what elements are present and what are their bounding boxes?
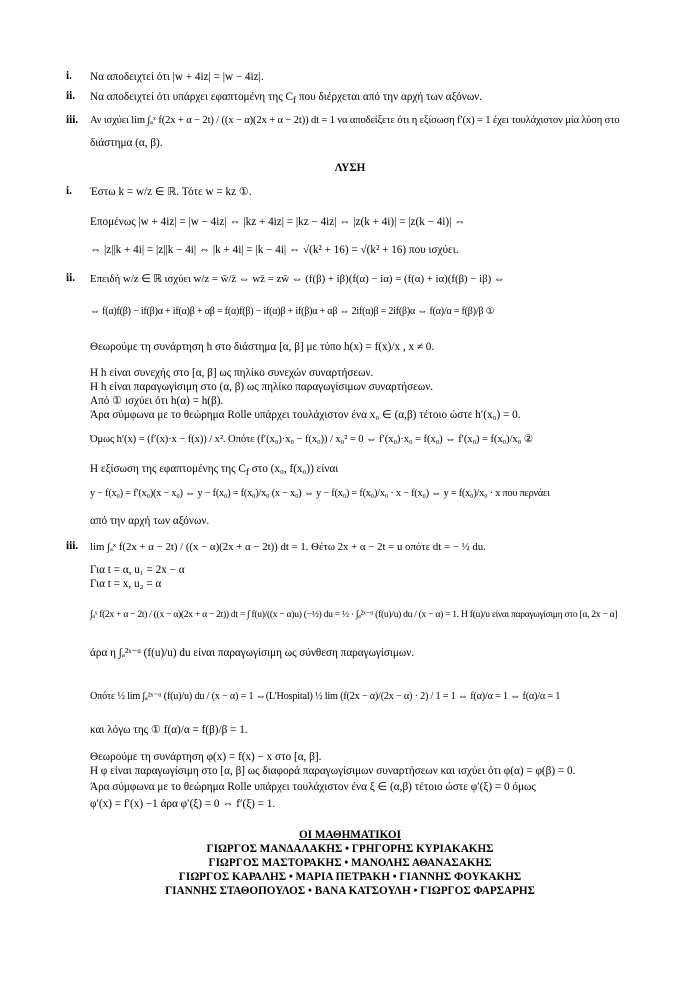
sol-ii-line-1: Επειδή w/z ∈ ℝ ισχύει w/z = w̄/z̄ ⇔ wz̄ = zw̄ ⇔ (f(β) + iβ)(f(α) − iα) = (f(α) + iα)(f(β) − iβ) ⇔ <box>90 273 505 285</box>
sol-ii-line-6: Από ① ισχύει ότι h(α) = h(β). <box>90 395 224 407</box>
credits-line-2: ΓΙΩΡΓΟΣ ΜΑΣΤΟΡΑΚΗΣ • ΜΑΝΟΛΗΣ ΑΘΑΝΑΣΑΚΗΣ <box>208 857 492 869</box>
sol-ii-line-3: Θεωρούμε τη συνάρτηση h στο διάστημα [α, β] με τύπο h(x) = f(x)/x , x ≠ 0. <box>90 341 435 353</box>
part-iii-marker: iii. <box>66 114 79 126</box>
sol-i-line-2: Επομένως |w + 4iz| = |w − 4iz| ⇔ |kz + 4iz| = |kz − 4iz| ⇔ |z(k + 4i)| = |z(k − 4i)| ⇔ <box>90 216 466 228</box>
sol-iii-marker: iii. <box>66 540 79 552</box>
sol-ii-line-2: ⇔ f(α)f(β) − if(β)α + if(α)β + αβ = f(α)f(β) − if(α)β + if(β)α + αβ ⇔ 2if(α)β = 2if(β)α ⇔ f(α)/α = f(β)/β ① <box>90 306 495 317</box>
sol-ii-line-4: Η h είναι συνεχής στο [α, β] ως πηλίκο συνεχών συναρτήσεων. <box>90 367 374 379</box>
sol-iii-line-10: Άρα σύμφωνα με το θεώρημα Rolle υπάρχει τουλάχιστον ένα ξ ∈ (α,β) τέτοιο ώστε φ′(ξ) = 0 όμως <box>90 781 536 793</box>
sol-ii-line-9: Η εξίσωση της εφαπτομένης της $C_f$ στο (x₀, f(x₀)) είναι <box>90 463 339 479</box>
sol-ii-line-11: από την αρχή των αξόνων. <box>90 515 210 527</box>
sol-i-line-3: ⇔ |z||k + 4i| = |z||k − 4i| ⇔ |k + 4i| = |k − 4i| ⇔ √(k² + 16) = √(k² + 16) που ισχύει. <box>90 244 459 256</box>
credits-line-1: ΓΙΩΡΓΟΣ ΜΑΝΔΑΛΑΚΗΣ • ΓΡΗΓΟΡΗΣ ΚΥΡΙΑΚΑΚΗΣ <box>206 843 494 855</box>
sol-iii-line-6: Οπότε ½ lim ∫ₐ²ˣ⁻ᵅ (f(u)/u) du / (x − α) = 1 ⇔(L'Hospital) ½ lim (f(2x − α)/(2x − α) · 2) / 1 = 1 ⇔ f(α)/α = 1 ⇔ f(α)/α = 1 <box>90 691 561 702</box>
sol-iii-line-5: άρα η ∫ₐ²ˣ⁻ᵅ (f(u)/u) du είναι παραγωγίσιμη ως σύνθεση παραγωγίσιμων. <box>90 647 415 659</box>
part-i-marker: i. <box>66 70 72 82</box>
sol-ii-line-10: y − f(x₀) = f′(x₀)(x − x₀) ⇔ y − f(x₀) = f(x₀)/x₀ (x − x₀) ⇔ y − f(x₀) = f(x₀)/x₀ · x − f(x₀) ⇔ y = f(x₀)/x₀ · x που περνάει <box>90 488 550 499</box>
sol-i-marker: i. <box>66 185 72 197</box>
sol-iii-line-7: και λόγω της ① f(α)/α = f(β)/β = 1. <box>90 724 248 736</box>
sol-ii-line-8: Όμως h′(x) = (f′(x)·x − f(x)) / x². Οπότε (f′(x₀)·x₀ − f(x₀)) / x₀² = 0 ⇔ f′(x₀)·x₀ = f(x₀) ⇔ f′(x₀) = f(x₀)/x₀ ② <box>90 434 534 445</box>
sol-iii-line-9: Η φ είναι παραγωγίσιμη στο [α, β] ως διαφορά παραγωγίσιμων συναρτήσεων και ισχύει ότι φ(α) = φ(β) = 0. <box>90 765 576 777</box>
part-iii-question: Αν ισχύει lim ∫ₐˣ f(2x + α − 2t) / ((x − α)(2x + α − 2t)) dt = 1 να αποδείξετε ότι η εξίσωση f′(x) = 1 έχει τουλάχιστον μία λύση στο <box>90 115 620 126</box>
part-ii-question: Να αποδειχτεί ότι υπάρχει εφαπτομένη της $C_f$ που διέρχεται από την αρχή των αξόνων. <box>90 91 483 107</box>
credits-line-4: ΓΙΑΝΝΗΣ ΣΤΑΘΟΠΟΥΛΟΣ • ΒΑΝΑ ΚΑΤΣΟΥΛΗ • ΓΙΩΡΓΟΣ ΦΑΡΣΑΡΗΣ <box>165 885 535 897</box>
sol-iii-line-11: φ′(x) = f′(x) −1 άρα φ′(ξ) = 0 ⇔ f′(ξ) = 1. <box>90 798 276 810</box>
sol-i-line-1: Έστω k = w/z ∈ ℝ. Τότε w = kz ①. <box>90 186 252 198</box>
sol-iii-line-3: Για t = x, u₂ = α <box>90 578 162 590</box>
sol-iii-line-8: Θεωρούμε τη συνάρτηση φ(x) = f(x) − x στο [α, β]. <box>90 751 322 763</box>
part-iii-question-cont: διάστημα (α, β). <box>90 137 163 149</box>
sol-iii-line-4: ∫ₐˣ f(2x + α − 2t) / ((x − α)(2x + α − 2t)) dt = ∫ f(u)/((x − α)u) (−½) du = ½ · ∫ₐ²ˣ⁻ᵅ (f(u)/u) du / (x − α) = 1. Η f(u)/u είναι παραγωγίσιμη στο [α, 2x − α] <box>90 609 618 620</box>
sol-ii-line-7: Άρα σύμφωνα με το θεώρημα Rolle υπάρχει τουλάχιστον ένα x₀ ∈ (α,β) τέτοιο ώστε h′(x₀) = 0. <box>90 409 521 421</box>
part-i-question: Να αποδειχτεί ότι |w + 4iz| = |w − 4iz|. <box>90 71 264 83</box>
part-ii-marker: ii. <box>66 90 76 102</box>
credits-title: ΟΙ ΜΑΘΗΜΑΤΙΚΟΙ <box>299 829 401 841</box>
sol-iii-line-2: Για t = α, u₁ = 2x − α <box>90 564 185 576</box>
sol-ii-line-5: Η h είναι παραγωγίσιμη στο (α, β) ως πηλίκο παραγωγίσιμων συναρτήσεων. <box>90 381 434 393</box>
sol-ii-marker: ii. <box>66 272 76 284</box>
solution-title: ΛΥΣΗ <box>334 162 366 174</box>
sol-iii-line-1: lim ∫ₐˣ f(2x + α − 2t) / ((x − α)(2x + α − 2t)) dt = 1. Θέτω 2x + α − 2t = u οπότε dt = − ½ du. <box>90 541 486 553</box>
credits-line-3: ΓΙΩΡΓΟΣ ΚΑΡΑΛΗΣ • ΜΑΡΙΑ ΠΕΤΡΑΚΗ • ΓΙΑΝΝΗΣ ΦΟΥΚΑΚΗΣ <box>178 871 522 883</box>
